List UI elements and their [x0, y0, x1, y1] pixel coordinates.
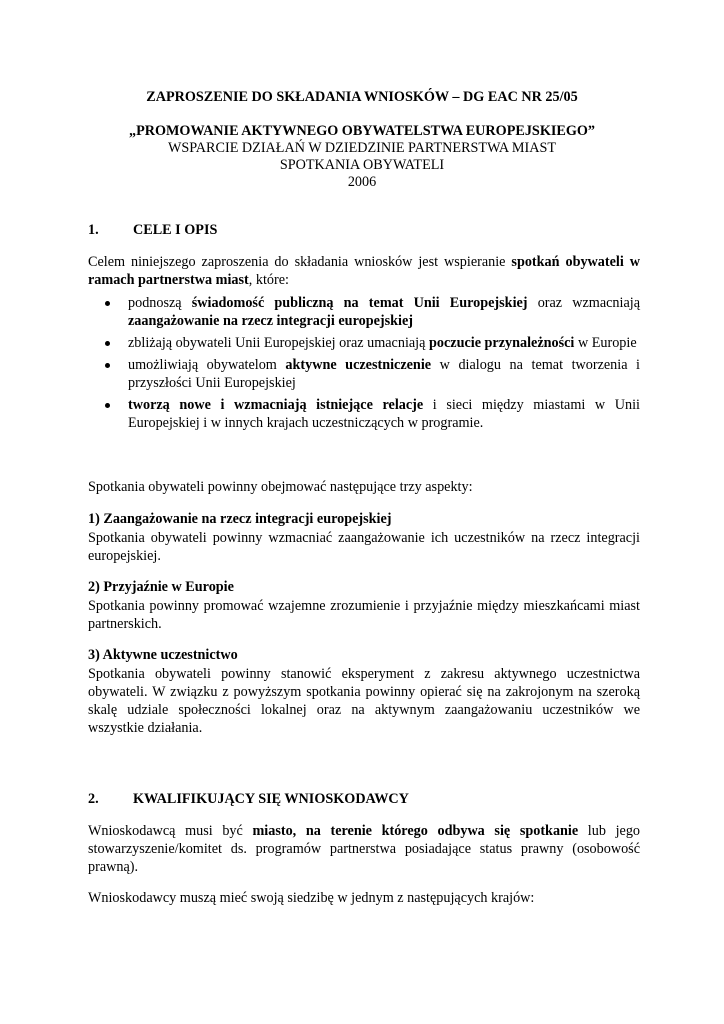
bullet-icon	[105, 341, 110, 346]
section-1-title: CELE I OPIS	[133, 222, 218, 238]
list-item: umożliwiają obywatelom aktywne uczestniczenie w dialogu na temat tworzenia i przyszłości Unii Europejskiej	[88, 356, 640, 392]
document-title: ZAPROSZENIE DO SKŁADANIA WNIOSKÓW – DG EAC NR 25/05	[146, 89, 578, 105]
aspect-2-title: 2) Przyjaźnie w Europie	[88, 579, 234, 595]
aspect-3-title: 3) Aktywne uczestnictwo	[88, 647, 238, 663]
aspect-3-text: Spotkania obywateli powinny stanowić eksperyment z zakresu aktywnego uczestnictwa obywateli. W związku z powyższym spotkania powinny opierać się na zakrojonym na szeroką skalę udziale społeczności lokalnej oraz na aktywnym zaangażowaniu uczestników we wszystkie działania.	[88, 666, 640, 736]
section-2-paragraph-2: Wnioskodawcy muszą mieć swoją siedzibę w jednym z następujących krajów:	[88, 890, 535, 906]
document-header	[0, 88, 724, 191]
section-1-number: 1.	[88, 222, 99, 238]
bullet-icon	[105, 301, 110, 306]
section-2-paragraph-1: Wnioskodawcą musi być miasto, na terenie którego odbywa się spotkanie lub jego stowarzyszenie/komitet ds. programów partnerstwa posiadające status prawny (osobowość prawną).	[88, 823, 641, 875]
list-item: zbliżają obywateli Unii Europejskiej oraz umacniają poczucie przynależności w Europie	[88, 334, 640, 352]
bullet-icon	[105, 403, 110, 408]
list-item: tworzą nowe i wzmacniają istniejące relacje i sieci między miastami w Unii Europejskiej i w innych krajach uczestniczących w programie.	[88, 396, 640, 432]
section-1-intro	[88, 253, 640, 289]
action-name: SPOTKANIA OBYWATELI	[279, 157, 445, 173]
section-2-heading	[88, 790, 409, 808]
programme-subtitle: WSPARCIE DZIAŁAŃ W DZIEDZINIE PARTNERSTWA MIAST	[167, 140, 557, 156]
aspect-2-text: Spotkania powinny promować wzajemne zrozumienie i przyjaźnie między mieszkańcami miast partnerskich.	[88, 598, 640, 632]
aspect-1-text: Spotkania obywateli powinny wzmacniać zaangażowanie ich uczestników na rzecz integracji europejskiej.	[88, 530, 640, 564]
year: 2006	[347, 174, 377, 190]
intro-text: Celem niniejszego zaproszenia do składania wniosków jest wspieranie	[88, 254, 512, 270]
section-1-heading	[88, 221, 217, 239]
section-2-title: KWALIFIKUJĄCY SIĘ WNIOSKODAWCY	[133, 791, 409, 807]
aspect-1-title: 1) Zaangażowanie na rzecz integracji europejskiej	[88, 511, 392, 527]
list-item: podnoszą świadomość publiczną na temat Unii Europejskiej oraz wzmacniają zaangażowanie na rzecz integracji europejskiej	[88, 294, 640, 330]
aspects-intro: Spotkania obywateli powinny obejmować następujące trzy aspekty:	[88, 479, 473, 495]
programme-title: „PROMOWANIE AKTYWNEGO OBYWATELSTWA EUROPEJSKIEGO”	[128, 123, 596, 139]
intro-emphasis: spotkań obywateli w ramach partnerstwa miast	[88, 254, 640, 288]
intro-text-end: , które:	[248, 272, 289, 288]
objectives-list	[88, 294, 640, 436]
bullet-icon	[105, 363, 110, 368]
section-2-number: 2.	[88, 791, 99, 807]
